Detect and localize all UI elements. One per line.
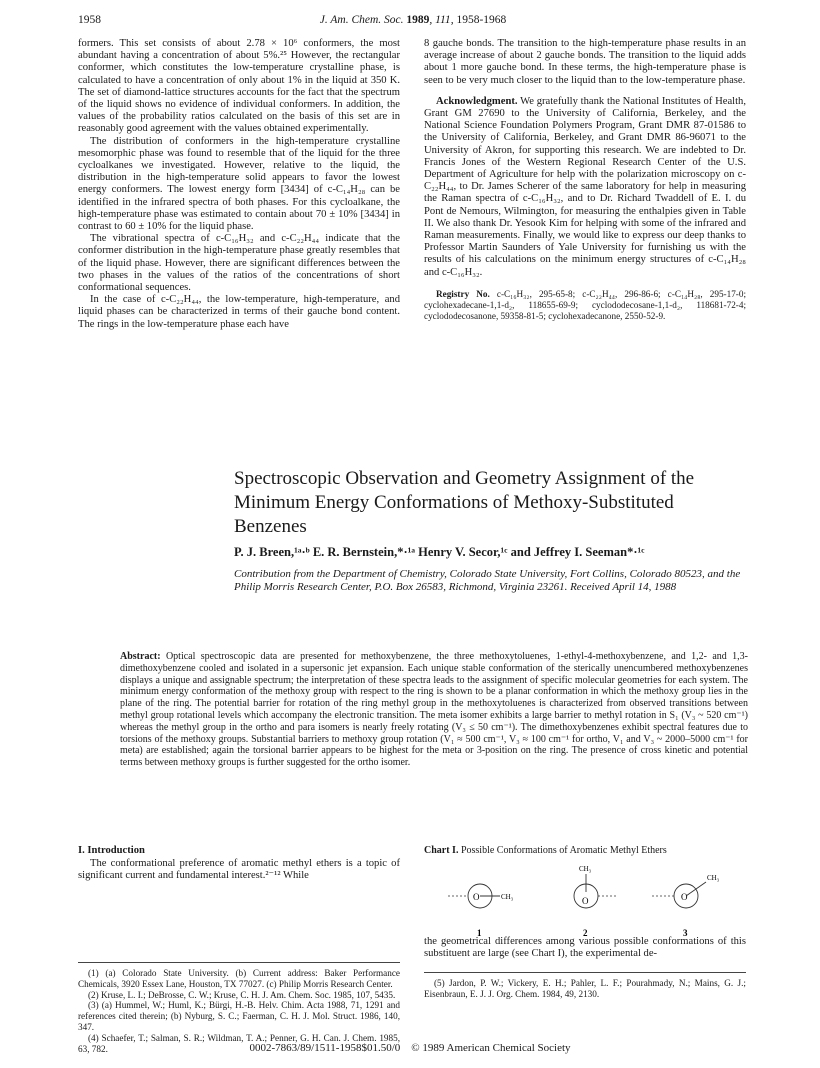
journal-volume: 111 <box>435 14 451 26</box>
acknowledgment <box>424 96 746 279</box>
registry-text: c-C₁₆H₃₂, 295-65-8; c-C₂₂H₄₄, 296-86-6; c-C₁₄H₂₈, 295-17-0; cyclohexadecane-1,1-d₂, 118655-69-9; cyclododecosane-1,1-d₂, 118681-72-4; cyclododecosanone, 59358-81-5; cyclohexadecanone, 2550-52-9. <box>424 288 747 321</box>
atom-label-o: O <box>681 892 688 902</box>
conformation-2 <box>574 865 618 908</box>
footnote: (2) Kruse, L. I.; DeBrosse, C. W.; Kruse, C. H. J. Am. Chem. Soc. 1985, 107, 5435. <box>88 989 396 1000</box>
running-header <box>78 14 748 30</box>
chart-figure <box>424 845 746 942</box>
copyright: © 1989 American Chemical Society <box>411 1042 571 1054</box>
chart-label: Chart I. <box>424 845 459 856</box>
atom-label-o: O <box>473 892 480 902</box>
paragraph: 8 gauche bonds. The transition to the high-temperature phase results in an average increase of about 2 gauche bonds. The transition to the liquid adds about 1 more gauche bond. In these terms, the high-temperature phase is seen to be very much closer to the liquid than to the low-temperature phase. <box>424 38 746 86</box>
section-heading: I. Introduction <box>78 845 145 856</box>
article-authors: P. J. Breen,¹ᵃ·ᵇ E. R. Bernstein,*·¹ᵃ Henry V. Secor,¹ᶜ and Jeffrey I. Seeman*·¹ᶜ <box>234 545 645 559</box>
conformation-number: 3 <box>683 928 688 938</box>
registry-numbers <box>424 289 746 322</box>
paragraph: The conformational preference of aromatic methyl ethers is a topic of significant current and fundamental interest.²⁻¹² While <box>78 858 400 882</box>
paragraph: In the case of c-C₂₂H₄₄, the low-temperature, high-temperature, and liquid phases can be characterized in terms of their gauche bond content. The rings in the low-temperature phase each have <box>78 294 400 330</box>
registry-label: Registry No. <box>436 288 490 299</box>
paragraph: The vibrational spectra of c-C₁₆H₃₂ and c-C₂₂H₄₄ indicate that the conformer distribution in the high-temperature phase greatly resembles that of the liquid phase. However, there are significant differences between the two phases in the values of the ratios of the concentrations of short conformational sequences. <box>78 233 400 294</box>
footnote: (1) (a) Colorado State University. (b) Current address: Baker Performance Chemicals, 3920 Essex Lane, Houston, TX 77027. (c) Philip Morris Research Center. <box>78 968 400 989</box>
conformation-number: 2 <box>583 928 588 938</box>
article-code: 0002-7863/89/1511-1958$01.50/0 <box>249 1042 401 1054</box>
left-column-text <box>78 38 400 331</box>
article-title: Spectroscopic Observation and Geometry Assignment of the Minimum Energy Conformations of Methoxy-Substituted Benzenes <box>234 468 695 537</box>
footnote-divider <box>424 972 746 973</box>
chart-caption-text: Possible Conformations of Aromatic Methyl Ethers <box>460 845 667 856</box>
paragraph: The distribution of conformers in the high-temperature crystalline mesomorphic phase was found to resemble that of the liquid for the three cycloalkanes we investigated. However, relative to the liquid, the distribution in the high-temperature solid appears to favor the lowest energy conformers. The lowest energy form [3434] of c-C₁₄H₂₈ can be identified in the infrared spectra of both phases. For this cycloalkane, the high-temperature phase was estimated to contain about 70 ± 10% [3434] in contrast to 60 ± 10% for the liquid phase. <box>78 135 400 233</box>
right-column-text <box>424 38 746 322</box>
journal-pages: 1958-1968 <box>456 14 507 26</box>
abstract <box>120 651 748 769</box>
footnote: (5) Jardon, P. W.; Vickery, E. H.; Pahler, L. F.; Pourahmady, N.; Mains, G. J.; Eisenbraun, E. J. J. Org. Chem. 1984, 49, 2130. <box>424 978 746 999</box>
abstract-label: Abstract: <box>120 651 161 662</box>
footnote: (4) Schaefer, T.; Salman, S. R.; Wildman, T. A.; Penner, G. H. Can. J. Chem. 1985, 63, 782. <box>78 1032 400 1054</box>
footnote-divider <box>78 962 400 963</box>
paragraph: the geometrical differences among various possible conformations of this substituent are large (see Chart I), the experimental de- <box>424 936 746 960</box>
acknowledgment-label: Acknowledgment. <box>436 95 518 107</box>
journal-citation: J. Am. Chem. Soc. 1989, 111, 1958-1968 <box>319 14 507 26</box>
atom-label-o: O <box>582 896 589 906</box>
conformation-1 <box>448 884 514 908</box>
atom-label-ch3: CH₃ <box>579 865 592 873</box>
acknowledgment-text: We gratefully thank the National Institutes of Health, Grant GM 27690 to the University of California, Berkeley, and the National Science Foundation Polymers Program, Grant DMR 87-01586 to the University of California, Berkeley, and Grant DMR 86-96071 to the University of Akron, for supporting this research. We are indebted to Dr. Francis Jones of the Western Regional Research Center of the U.S. Department of Agriculture for help with the polarization microscopy on c-C₂₂H₄₄, to Dr. James Scherer of the same laboratory for help in measuring the Raman spectra of c-C₁₆H₃₂, and to Dr. Richard Twaddell of E. I. du Pont de Nemours, Wilmington, for measuring the enthalpies given in Table II. We also thank Dr. Yesook Kim for helping with some of the infrared and Raman measurements. Finally, we would like to express our deep thanks to Professor Martin Saunders of Yale University for furnishing us with the results of his calculations on the minimum energy structures of c-C₁₄H₂₈ and c-C₁₆H₃₂. <box>424 95 746 278</box>
conformation-number: 1 <box>477 928 482 938</box>
page-footer <box>0 1042 820 1054</box>
conformations-diagram <box>424 860 746 942</box>
journal-name: J. Am. Chem. Soc. <box>319 14 404 26</box>
abstract-text: Optical spectroscopic data are presented for methoxybenzene, the three methoxytoluenes, 1-ethyl-4-methoxybenzene, and 1,2- and 1,3-dimethoxybenzene cooled and isolated in a supersonic jet expansion. Each unique stable conformation of the sterically unencumbered methoxybenzenes displays a unique and assignable spectrum; the interpretation of these spectra leads to the assignment of specific molecular geometries for each system. The minimum energy conformation of the methoxy group with respect to the ring is shown to be a planar conformation in which the methoxy group lies in the plane of the ring. The potential barrier for rotation of the ring methyl group in the methoxytoluenes is characterized from observed transitions between methyl group rotational levels which accompany the electronic transition. The meta isomer exhibits a large barrier to methyl rotation in S₁ (V₃ ~ 520 cm⁻¹) whereas the methyl group in the ortho and para isomers is nearly freely rotating (V₃ ≤ 50 cm⁻¹). The dimethoxybenzenes exhibit spectral features due to torsions of the methoxy groups. Substantial barriers to methoxy group rotation (V₁ ≈ 500 cm⁻¹, V₃ ≈ 100 cm⁻¹ for ortho, V₁ and V₃ ~ 2000–5000 cm⁻¹ for meta) are established; again the torsional barrier appears to be highest for the meta or 3-position on the ring. The presence of cross kinetic and potential terms between methoxy groups is further suggested for the ortho isomer. <box>120 651 748 769</box>
atom-label-ch3: CH₃ <box>501 893 514 901</box>
footnotes-right <box>424 978 746 1000</box>
page-number: 1958 <box>78 14 101 26</box>
journal-year: 1989 <box>406 14 430 26</box>
paragraph: formers. This set consists of about 2.78 × 10⁶ conformers, the most abundant having a concentration of about 5%.²⁵ However, the rectangular conformer, which constitutes the low-temperature crystalline phase, is calculated to have a concentration of only about 1% in the liquid at 350 K. The set of diamond-lattice structures accounts for the fact that the spectrum of the liquid shows no evidence of individual conformers. In addition, the values of the probability ratios calculated on the basis of this set are in reasonably good agreement with the values obtained experimentally. <box>78 38 400 135</box>
conformation-3 <box>652 874 720 908</box>
footnote: (3) (a) Hummel, W.; Huml, K.; Bürgi, H.-B. Helv. Chim. Acta 1988, 71, 1291 and references cited therein; (b) Nyburg, S. C.; Faerman, C. H. J. Mol. Struct. 1986, 140, 347. <box>78 1000 400 1032</box>
chart-caption <box>424 845 746 856</box>
introduction-section <box>78 845 400 883</box>
atom-label-ch3: CH₃ <box>707 874 720 882</box>
article-affiliation: Contribution from the Department of Chemistry, Colorado State University, Fort Collins, Colorado 80523, and the Philip Morris Research Center, P.O. Box 26583, Richmond, Virginia 23261. Received April 14, 1988 <box>234 568 741 593</box>
